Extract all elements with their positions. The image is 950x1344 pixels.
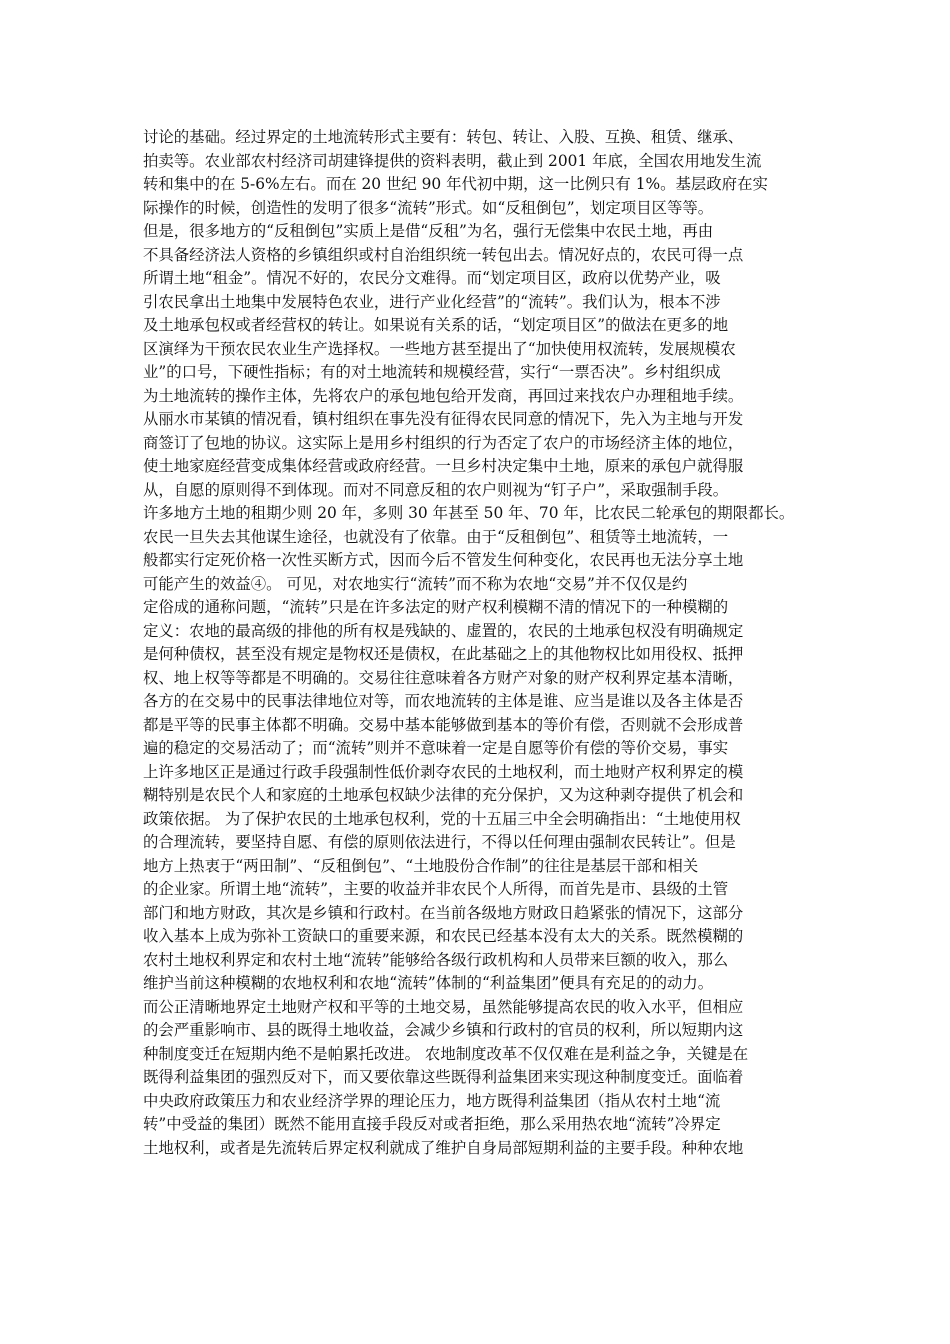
text-line: 政策依据。 为了保护农民的土地承包权利，党的十五届三中全会明确指出：“土地使用权 [143, 809, 741, 828]
text-line: 的会严重影响市、县的既得土地收益，会减少乡镇和行政村的官员的权利，所以短期内这 [143, 1021, 744, 1039]
text-line: 维护当前这种模糊的农地权利和农地“流转”体制的“利益集团”便具有充足的的动力。 [143, 974, 714, 992]
text-line: 从，自愿的原则得不到体现。而对不同意反租的农户则视为“钉子户”，采取强制手段。 [143, 480, 729, 499]
text-line: 但是，很多地方的“反租倒包”实质上是借“反租”为名，强行无偿集中农民土地，再由 [143, 222, 714, 240]
text-line: 为土地流转的操作主体，先将农户的承包地包给开发商，再回过来找农户办理租地手续。 [143, 386, 744, 405]
text-line: 许多地方土地的租期少则 20 年，多则 30 年甚至 50 年、70 年，比农民二轮承包的期限都长。 [143, 504, 795, 522]
text-line: 拍卖等。农业部农村经济司胡建锋提供的资料表明，截止到 2001 年底，全国农用地发生流 [143, 151, 762, 170]
text-line: 土地权利，或者是先流转后界定权利就成了维护自身局部短期利益的主要手段。种种农地 [143, 1138, 744, 1157]
text-line: 讨论的基础。经过界定的土地流转形式主要有：转包、转让、入股、互换、租赁、继承、 [143, 128, 744, 146]
text-line: 糊特别是农民个人和家庭的土地承包权缺少法律的充分保护，又为这种剥夺提供了机会和 [143, 786, 744, 804]
body-text [143, 126, 811, 1160]
text-line: 使土地家庭经营变成集体经营或政府经营。一旦乡村决定集中土地，原来的承包户就得服 [143, 457, 744, 475]
text-line: 区演绎为干预农民农业生产选择权。一些地方甚至提出了“加快使用权流转，发展规模农 [143, 339, 736, 358]
text-line: 从丽水市某镇的情况看，镇村组织在事先没有征得农民同意的情况下，先入为主地与开发 [143, 410, 744, 428]
text-line: 定俗成的通称问题，“流转”只是在许多法定的财产权利模糊不清的情况下的一种模糊的 [143, 598, 729, 616]
text-line: 种制度变迁在短期内绝不是帕累托改进。 农地制度改革不仅仅难在是利益之争，关键是在 [143, 1044, 749, 1063]
text-line: 转和集中的在 5-6%左右。而在 20 世纪 90 年代初中期，这一比例只有 1%。基层政府在实 [143, 175, 768, 193]
text-line: 各方的在交易中的民事法律地位对等，而农地流转的主体是谁、应当是谁以及各主体是否 [143, 692, 744, 710]
text-line: 是何种债权，甚至没有规定是物权还是债权，在此基础之上的其他物权比如用役权、抵押 [143, 645, 744, 663]
text-line: 都是平等的民事主体都不明确。交易中基本能够做到基本的等价有偿，否则就不会形成普 [143, 715, 744, 734]
text-line: 农民一旦失去其他谋生途径，也就没有了依靠。由于“反租倒包”、租赁等土地流转，一 [143, 527, 729, 546]
text-line: 既得利益集团的强烈反对下，而又要依靠这些既得利益集团来实现这种制度变迁。面临着 [143, 1068, 744, 1086]
text-line: 所谓土地“租金”。情况不好的，农民分文难得。而“划定项目区，政府以优势产业，吸 [143, 269, 721, 287]
text-line: 中央政府政策压力和农业经济学界的理论压力，地方既得利益集团（指从农村土地“流 [143, 1091, 721, 1110]
text-line: 的合理流转，要坚持自愿、有偿的原则依法进行，不得以任何理由强制农民转让”。但是 [143, 833, 736, 851]
text-line: 商签订了包地的协议。这实际上是用乡村组织的行为否定了农户的市场经济主体的地位， [143, 433, 744, 452]
text-line: 部门和地方财政，其次是乡镇和行政村。在当前各级地方财政日趋紧张的情况下，这部分 [143, 903, 744, 922]
text-line: 而公正清晰地界定土地财产权和平等的土地交易，虽然能够提高农民的收入水平，但相应 [143, 997, 744, 1016]
text-line: 转”中受益的集团）既然不能用直接手段反对或者拒绝，那么采用热农地“流转”冷界定 [143, 1115, 721, 1133]
text-line: 上许多地区正是通过行政手段强制性低价剥夺农民的土地权利，而土地财产权利界定的模 [143, 762, 744, 781]
text-line: 收入基本上成为弥补工资缺口的重要来源，和农民已经基本没有太大的关系。既然模糊的 [143, 927, 744, 945]
text-line: 及土地承包权或者经营权的转让。如果说有关系的话，“划定项目区”的做法在更多的地 [143, 316, 729, 334]
text-line: 可能产生的效益④。 可见，对农地实行“流转”而不称为农地“交易”并不仅仅是约 [143, 574, 688, 593]
text-line: 际操作的时候，创造性的发明了很多“流转”形式。如“反租倒包”，划定项目区等等。 [143, 198, 714, 217]
text-line: 遍的稳定的交易活动了；而“流转”则并不意味着一定是自愿等价有偿的等价交易，事实 [143, 739, 729, 757]
text-line: 农村土地权利界定和农村土地“流转”能够给各级行政机构和人员带来巨额的收入，那么 [143, 950, 729, 969]
text-line: 不具备经济法人资格的乡镇组织或村自治组织统一转包出去。情况好点的，农民可得一点 [143, 245, 744, 264]
text-line: 引农民拿出土地集中发展特色农业，进行产业化经营”的“流转”。我们认为，根本不涉 [143, 292, 721, 311]
text-line: 权、地上权等等都是不明确的。交易往往意味着各方财产对象的财产权利界定基本清晰， [143, 668, 744, 687]
text-line: 业”的口号，下硬性指标；有的对土地流转和规模经营，实行“一票否决”。乡村组织成 [143, 363, 721, 381]
text-line: 的企业家。所谓土地“流转”，主要的收益并非农民个人所得，而首先是市、县级的土管 [143, 880, 729, 898]
text-line: 地方上热衷于“两田制”、“反租倒包”、“土地股份合作制”的往往是基层干部和相关 [143, 856, 699, 875]
text-line: 般都实行定死价格一次性买断方式，因而今后不管发生何种变化，农民再也无法分享土地 [143, 551, 744, 569]
text-line: 定义：农地的最高级的排他的所有权是残缺的、虚置的，农民的土地承包权没有明确规定 [143, 621, 744, 640]
